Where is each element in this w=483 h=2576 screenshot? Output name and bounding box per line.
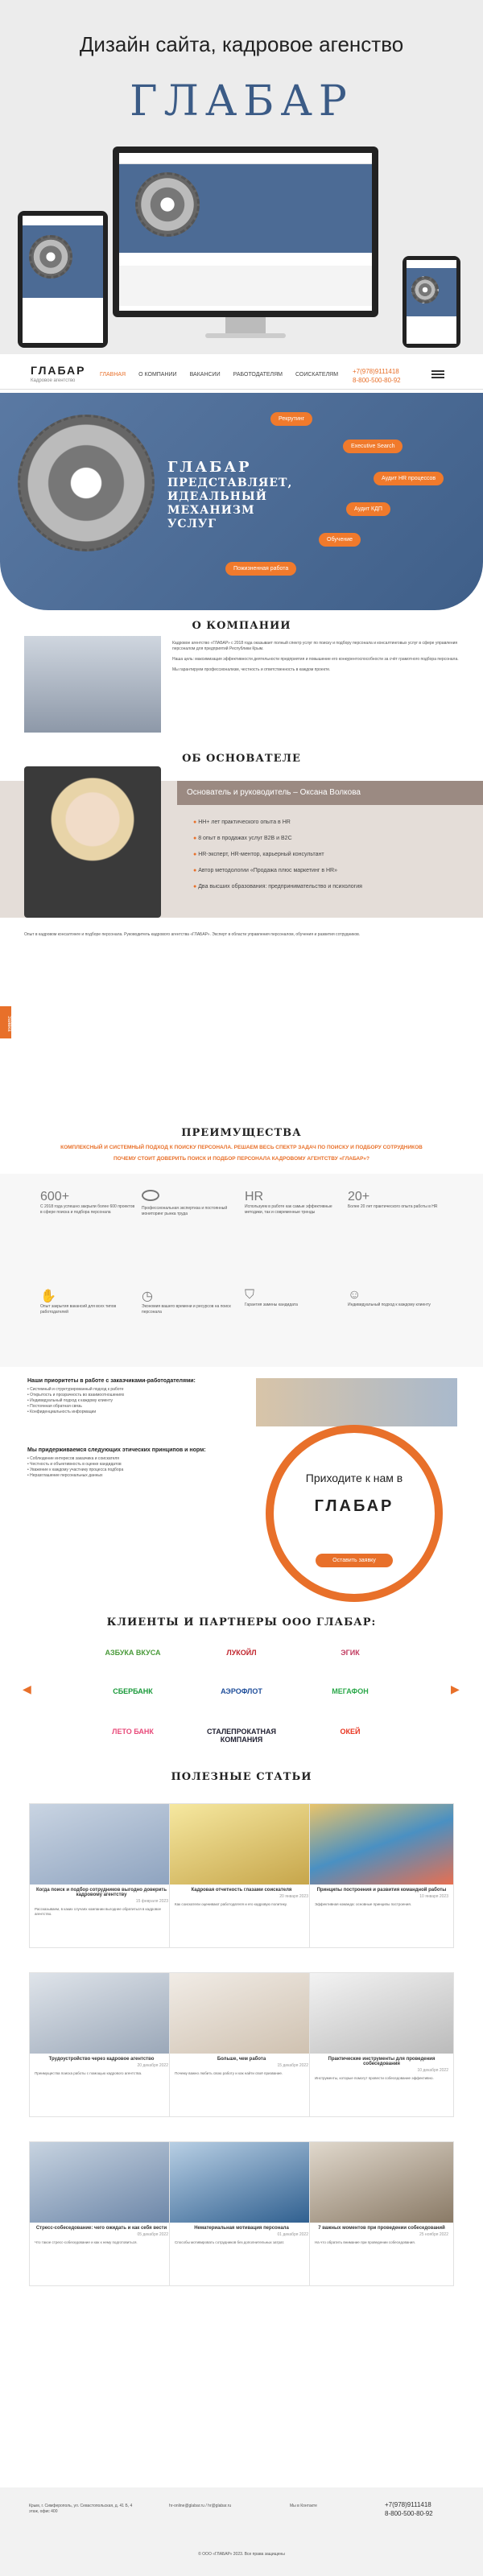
footer-email[interactable]: hr-online@glabar.ru / hr@glabar.ru [169,2504,232,2508]
partner-logo: СТАЛЕПРОКАТНАЯ КОМПАНИЯ [207,1728,276,1744]
articles-title: ПОЛЕЗНЫЕ СТАТЬИ [171,1771,312,1783]
article-image [30,1973,173,2054]
nav-item-home[interactable]: ГЛАВНАЯ [100,372,126,378]
article-card[interactable]: Принципы построения и развития командной работы 10 января 2023 Эффективная команда: основные принципы построения. [309,1803,454,1948]
list-item: ● HH+ лет практического опыта в HR [193,819,291,825]
partner-logo: ЛУКОЙЛ [226,1649,257,1657]
menu-icon[interactable] [431,370,444,378]
footer-phones [385,2500,433,2518]
article-card[interactable]: Нематериальная мотивация персонала 01 декабря 2022 Способы мотивировать сотрудников без дополнительных затрат. [169,2141,314,2286]
request-button[interactable]: Оставить заявку [316,1554,393,1567]
main-nav [100,372,338,378]
list-item: • Открытость и прозрачность во взаимоотношениях [27,1393,125,1397]
logo-subtitle: Кадровое агентство [31,378,76,383]
phone-link[interactable]: 8-800-500-80-92 [385,2510,433,2517]
advantage-item: ☺ Индивидуальный подход к каждому клиенту [348,1288,444,1308]
list-item: • Неразглашение персональных данных [27,1473,103,1478]
handshake-icon: ✋ [40,1290,56,1303]
tablet-mockup [18,211,108,348]
people-photo [256,1378,457,1426]
list-item: ● Автор методологии «Продажа плюс маркетинг в HR» [193,868,337,873]
service-pill[interactable]: Аудит КДП [346,502,390,516]
article-card[interactable]: 7 важных моментов при проведении собеседований 25 ноября 2022 На что обратить внимание при проведении собеседования. [309,2141,454,2286]
phone-link[interactable]: 8-800-500-80-92 [353,377,401,384]
monitor-stand [225,317,266,335]
article-image [30,1804,173,1885]
partner-logo: ОКЕЙ [340,1728,361,1736]
list-item: • Системный и структурированный подход к работе [27,1387,124,1392]
partner-logo: ЭГИК [341,1649,360,1657]
list-item: ● Два высших образования: предпринимательство и психология [193,884,362,890]
advantage-item: Профессиональная экспертиза и постоянный мониторинг рынка труда [142,1190,238,1217]
founder-heading: Основатель и руководитель – Оксана Волкова [177,781,483,805]
partner-logo: АЭРОФЛОТ [221,1687,262,1695]
article-card[interactable]: Стресс-собеседование: чего ожидать и как себя вести 05 декабря 2022 Что такое стресс-собеседование и как к нему подготовиться. [29,2141,174,2286]
list-item: • Честность и объективность в оценке кандидатов [27,1462,122,1467]
list-item: • Постоянная обратная связь [27,1404,82,1409]
invite-text: Приходите к нам в [305,1472,403,1484]
hero-title: ГЛАБАР ПРЕДСТАВЛЯЕТ, ИДЕАЛЬНЫЙ МЕХАНИЗМ УСЛУГ [167,459,293,530]
person-icon: ☺ [348,1288,361,1302]
partners-title: КЛИЕНТЫ И ПАРТНЕРЫ ООО ГЛАБАР: [106,1616,377,1629]
service-pill[interactable]: Аудит HR процессов [374,472,444,485]
article-card[interactable]: Когда поиск и подбор сотрудников выгодно доверить кадровому агентству 15 февраля 2023 Рассказываем, в каких случаях компании выгоднее обратиться в кадровое агентство. [29,1803,174,1948]
list-item: ● 8 опыт в продажах услуг B2B и B2C [193,836,292,841]
article-card[interactable]: Практические инструменты для проведения собеседования 10 декабря 2022 Инструменты, которые помогут провести собеседование эффективно. [309,1972,454,2117]
nav-item-applicants[interactable]: СОИСКАТЕЛЯМ [295,372,339,378]
article-card[interactable]: Трудоустройство через кадровое агентство 20 декабря 2022 Преимущества поиска работы с помощью кадрового агентства. [29,1972,174,2117]
service-pill[interactable]: Обучение [319,533,361,547]
team-photo [24,636,161,733]
article-image [170,2142,313,2223]
gear-icon [411,276,439,303]
list-item: • Индивидуальный подход к каждому клиенту [27,1398,113,1403]
partner-logo: АЗБУКА ВКУСА [105,1649,161,1657]
advantage-item: 600+ С 2018 года успешно закрыли более 600 проектов в сфере поиска и подбора персонала [40,1190,135,1215]
clock-icon: ◷ [142,1290,153,1303]
gear-icon [18,415,155,551]
advantage-item: HR Используем в работе как самые эффективные методики, так и современные тренды [245,1190,341,1216]
priorities-block: Наши приоритеты в работе с заказчиками-работодателями: • Системный и структурированный подход к работе • Открытость и прозрачность во взаимоотношениях • Индивидуальный подход к каждому клиенту • Постоянная обратная связь • Конфиденциальность информации Мы придерживаемся следующих этических принципов и норм: • Соблюдение интересов заказчика и соискателя • Честность и объективность в оценке кандидатов • Уважение к каждому участнику процесса подбора • Неразглашение персональных данных [27,1378,237,1479]
phone-link[interactable]: +7(978)9111418 [353,368,399,375]
founder-title: ОБ ОСНОВАТЕЛЕ [182,753,301,765]
nav-item-vacancies[interactable]: ВАКАНСИИ [189,372,221,378]
partner-logo: ЛЕТО БАНК [112,1728,154,1736]
advantages-line1: КОМПЛЕКСНЫЙ И СИСТЕМНЫЙ ПОДХОД К ПОИСКУ ПЕРСОНАЛА. РЕШАЕМ ВЕСЬ СПЕКТР ЗАДАЧ ПО ПОИСКУ И ПОДБОРУ СОТРУДНИКОВ [60,1145,423,1150]
article-image [310,2142,453,2223]
partner-logo: МЕГАФОН [332,1687,369,1695]
advantage-item: 20+ Более 20 лет практического опыта работы в HR [348,1190,438,1209]
invite-logo: ГЛАБАР [314,1497,394,1515]
advantage-item: ◷ Экономия вашего времени и ресурсов на поиск персонала [142,1288,238,1315]
article-image [170,1804,313,1885]
list-item: ● HR-эксперт, HR-ментор, карьерный консультант [193,852,324,857]
gear-icon [135,172,200,237]
phone-link[interactable]: +7(978)9111418 [385,2501,431,2508]
service-pill[interactable]: Пожизненная работа [225,562,296,576]
footer-address: Крым, г. Симферополь, ул. Севастопольская, д. 41 Б, 4 этаж, офис 400 [29,2504,133,2514]
article-image [170,1973,313,2054]
nav-item-about[interactable]: О КОМПАНИИ [138,372,177,378]
monitor-mockup [113,147,378,317]
banner-title: Дизайн сайта, кадровое агенство [79,32,404,56]
advantage-item: ✋ Опыт закрытия вакансий для всех типов работодателей [40,1288,137,1315]
article-image [310,1973,453,2054]
partner-logo: СБЕРБАНК [113,1687,153,1695]
gear-icon [29,235,72,279]
header-phones [353,367,401,385]
about-text: Кадровое агентство «ГЛАБАР» с 2018 года оказывает полный спектр услуг по поиску и подбору персонала и консалтинговых услуг в сфере управления персоналом для предприятий Республики Крым. Наша цель: максимизация эффективности деятельности предприятия и повышение его конкурентоспособности за счёт грамотного подбора персонала. Мы гарантируем профессионализм, честность и ответственность в каждом проекте. [172,641,459,672]
monitor-base [205,333,286,338]
list-item: • Уважение к каждому участнику процесса подбора [27,1468,124,1472]
site-logo[interactable]: ГЛАБАР [31,364,86,377]
hr-icon: HR [245,1190,264,1203]
eye-icon [142,1190,159,1201]
copyright: © ООО «ГЛАБАР» 2023. Все права защищены [198,2552,285,2557]
advantages-line2: ПОЧЕМУ СТОИТ ДОВЕРИТЬ ПОИСК И ПОДБОР ПЕРСОНАЛА КАДРОВОМУ АГЕНТСТВУ «ГЛАБАР»? [114,1156,369,1162]
carousel-prev-icon[interactable]: ◀ [23,1682,31,1695]
article-card[interactable]: Кадровая отчетность глазами соискателя 20 января 2023 Как соискатели оценивают работодателя и его кадровую политику. [169,1803,314,1948]
service-pill[interactable]: Executive Search [343,440,402,453]
advantage-item: ⛉ Гарантия замены кандидата [245,1288,341,1308]
banner-logo: ГЛАБАР [130,77,353,126]
nav-item-employers[interactable]: РАБОТОДАТЕЛЯМ [233,372,283,378]
founder-photo [24,766,161,918]
about-title: О КОМПАНИИ [192,620,291,632]
shield-icon: ⛉ [245,1288,255,1302]
article-image [310,1804,453,1885]
advantages-title: ПРЕИМУЩЕСТВА [181,1127,302,1139]
list-item: • Конфиденциальность информации [27,1410,97,1414]
phone-mockup [402,256,460,348]
founder-facts [193,815,362,895]
article-card[interactable]: Больше, чем работа 15 декабря 2022 Почему важно любить свою работу и как найти своё призвание. [169,1972,314,2117]
service-pill[interactable]: Рекрутинг [270,412,312,426]
carousel-next-icon[interactable]: ▶ [451,1682,460,1695]
side-request-tab[interactable]: Заявка [0,1006,11,1038]
list-item: • Соблюдение интересов заказчика и соискателя [27,1456,120,1461]
article-image [30,2142,173,2223]
footer-social-link[interactable]: Мы в Контакте [290,2504,317,2508]
founder-bio: Опыт в кадровом консалтинге и подборе персонала. Руководитель кадрового агентства «ГЛАБАР». Эксперт в области управления персоналом, обучения и развития сотрудников. [24,932,361,937]
